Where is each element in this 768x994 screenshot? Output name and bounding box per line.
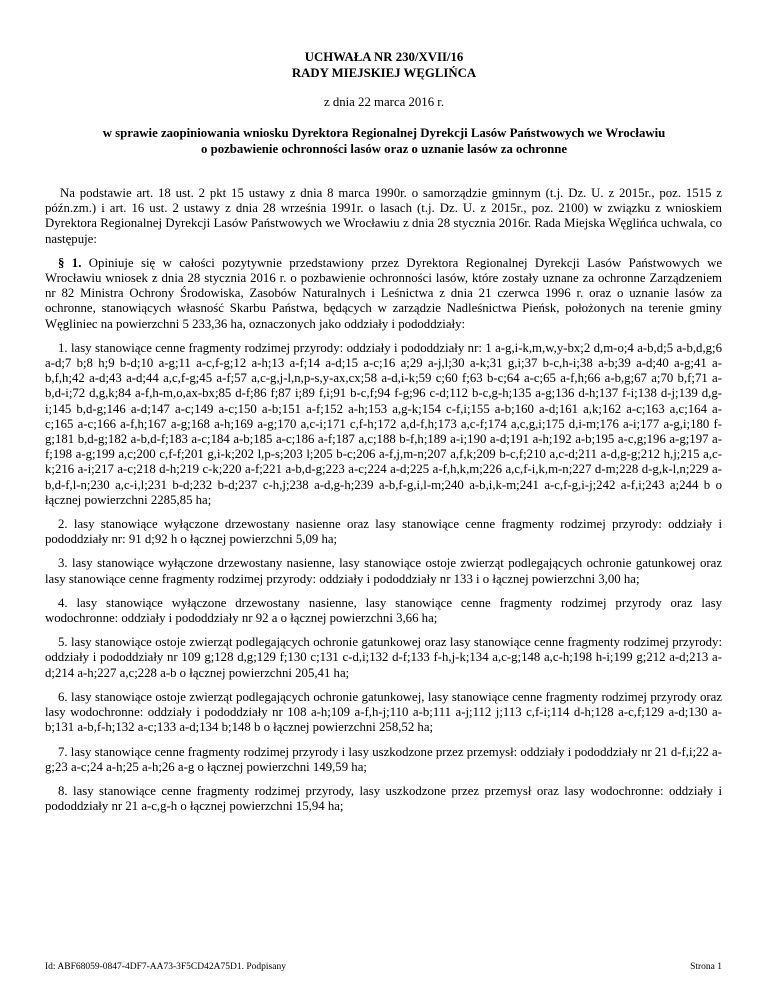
list-item: 3. lasy stanowiące wyłączone drzewostany nasienne, lasy stanowiące ostoje zwierząt podlegających ochronie gatunkowej oraz lasy stanowiące cenne fragmenty rodzimej przyrody: oddziały i pododdziały nr 133 i o łącznej powierzchni 3,00 ha; — [45, 556, 722, 586]
list-item: 2. lasy stanowiące wyłączone drzewostany nasienne oraz lasy stanowiące cenne fragmenty rodzimej przyrody: oddziały i pododdziały nr: 91 d;92 h o łącznej powierzchni 5,09 ha; — [45, 517, 722, 547]
resolution-date: z dnia 22 marca 2016 r. — [323, 95, 445, 109]
list-item: 6. lasy stanowiące ostoje zwierząt podlegających ochronie gatunkowej, lasy stanowiące cenne fragmenty rodzimej przyrody oraz lasy wodochronne: oddziały i pododdziały nr 108 a-h;109 a-f,h-j;110 a-b;111 a-j;112 j;113 c,f-i;114 d-h;128 a-c,f;129 a-d;130 a-b;131 a-b,f-h;132 a-c;133 a-d;134 b;148 b o łącznej powierzchni 258,52 ha; — [45, 689, 722, 735]
list-item: 4. lasy stanowiące wyłączone drzewostany nasienne, lasy stanowiące cenne fragmenty rodzimej przyrody oraz lasy wodochronne: oddziały i pododdziały nr 92 a o łącznej powierzchni 3,66 ha; — [45, 595, 722, 626]
section-1-text: Opiniuje się w całości pozytywnie przedstawiony przez Dyrektora Regionalnej Dyrekcji Lasów Państwowych we Wrocławiu wniosek z dnia 28 stycznia 2016 r. o pozbawienie ochronności lasów, które zostały uznane za ochronne Zarządzeniem nr 82 Ministra Ochrony Środowiska, Zasobów Naturalnych i Leśnictwa z dnia 21 czerwca 1996 r. oraz o uznanie lasów za ochronne, stanowiących własność Skarbu Państwa, będących w zarządzie Nadleśnictwa Pieńsk, położonych na terenie gminy Węgliniec na powierzchni 5 233,36 ha, oznaczonych jako oddziały i pododdziały: — [45, 255, 722, 331]
list-item: 8. lasy stanowiące cenne fragmenty rodzimej przyrody, lasy uszkodzone przez przemysł oraz lasy wodochronne: oddziały i pododdziały nr 21 a-c,g-h o łącznej powierzchni 15,94 ha; — [45, 783, 722, 814]
list-item: 5. lasy stanowiące ostoje zwierząt podlegających ochronie gatunkowej oraz lasy stanowiące cenne fragmenty rodzimej przyrody: oddziały i pododdziały nr 109 g;128 d,g;129 f;130 c;131 c-d,i;132 d-f;133 f-h,j-k;134 a,c-g;148 a,c-h;198 h-i;199 g;212 a-d;213 a-d;214 a-h;227 a,c;228 a-b o łącznej powierzchni 205,41 ha; — [45, 635, 722, 680]
resolution-subject — [60, 126, 708, 157]
resolution-number: UCHWAŁA NR 230/XVII/16 — [304, 50, 464, 64]
council-name: RADY MIEJSKIEJ WĘGLIŃCA — [291, 66, 477, 80]
list-item: 1. lasy stanowiące cenne fragmenty rodzimej przyrody: oddziały i pododdziały nr: 1 a-g,i-k,m,w,y-bx;2 d,m-o;4 a-b,d;5 a-b,d,g;6 a-d;7 b;8 h;9 b-d;10 a-g;11 a-c,f-g;12 a-h;13 a-f;14 a-d;15 a-c;16 a;29 a-j,l;30 a-k;31 g,i;37 b-c,h-i;38 a-b;39 a-d;40 a-g;41 a-b,f,h;42 a-d;43 a-d;44 a,c,f-g;45 a-f;57 a,c-g,j-l,n,p-s,y-ax,cx;58 a-d,i-k;59 c;60 f;63 b-c;64 a-c;65 a-f,h;66 a-b,g;67 a;70 b,f;71 a-b,d-i;72 d,g,k;84 a-f,h-m,o,ax-bx;85 d-f;86 f;87 i;89 f,i;91 b-c,f;94 f-g;96 c-d;112 b-c,g-h;135 a-g;136 d-h;137 f-i;138 d-j;139 d,g-i;145 b,d-g;146 a-d;147 a-c;149 a-c;150 a-b;151 a-f;152 a-h;153 a,g-k;154 c-f,i;155 a-b;160 a-d;161 a,k;162 a-c;163 a,c;164 a-c;165 a-c;166 a-f,h;167 a-g;168 a-h;169 a-g;170 a,c-i;171 c,f-h;172 a,d-f,h;173 a,c-f;174 a,c,g,i;175 d,i-m;176 a-i;177 a-g,i;180 f-g;181 b,d-g;182 a-b,d-f;183 a-c;184 a-b;185 a-c;186 a-f;187 a,c;188 b-f,h;189 a-i;190 a-d;191 a-h;192 a-b;195 a-c,g;196 a-g;197 a-f;198 a-g;199 a,c;200 c,f-f;201 g,i-k;202 l,p-s;203 l;205 b-c;206 a-f,j,m-n;207 a,f,k;209 b-c,f;210 a,c-d;211 a-d,g-g;212 h,j;215 a,c-k;216 a-i;217 a-c;218 d-h;219 c-k;220 a-f;221 a-b,d-g;223 a-c;224 a-d;225 a-f,h,k,m;226 a,c,f-i,k,m-n;227 d-m;228 d-g,k-l,n;229 a-b,d-f,l-n;230 a,c-i,l;231 b-d;232 b-d;237 c-h,j;238 a-d,g-h;239 a-b,f-g,i,l-m;240 a-b,i,k-m;241 a-c,f-g,i-j;242 a-f,i;243 a;244 b o łącznej powierzchni 2285,85 ha; — [45, 340, 722, 507]
section-1-paragraph — [45, 256, 722, 332]
subject-line-1: w sprawie zaopiniowania wniosku Dyrektora Regionalnej Dyrekcji Lasów Państwowych we Wrocławiu — [102, 126, 666, 140]
document-id: Id: ABF68059-0847-4DF7-AA73-3F5CD42A75D1. Podpisany — [45, 962, 286, 972]
document-body — [45, 186, 722, 823]
page-number: Strona 1 — [690, 962, 722, 972]
subject-line-2: o pozbawienie ochronności lasów oraz o uznanie lasów za ochronne — [200, 141, 568, 156]
list-item: 7. lasy stanowiące cenne fragmenty rodzimej przyrody i lasy uszkodzone przez przemysł: oddziały i pododdziały nr 21 d-f,i;22 a-g;23 a-c;24 a-h;25 a-h;26 a-g o łącznej powierzchni 149,59 ha; — [45, 744, 722, 774]
section-number: § 1. — [58, 255, 82, 270]
preamble-paragraph: Na podstawie art. 18 ust. 2 pkt 15 ustawy z dnia 8 marca 1990r. o samorządzie gminnym (t.j. Dz. U. z 2015r., poz. 1515 z późn.zm.) i art. 16 ust. 2 ustawy z dnia 28 września 1991r. o lasach (t.j. Dz. U. z 2015r., poz. 2100) w związku z wnioskiem Dyrektora Regionalnej Dyrekcji Lasów Państwowych we Wrocławiu z dnia 28 stycznia 2016r. Rada Miejska Węglińca uchwala, co następuje: — [45, 186, 722, 246]
document-title — [0, 49, 768, 81]
